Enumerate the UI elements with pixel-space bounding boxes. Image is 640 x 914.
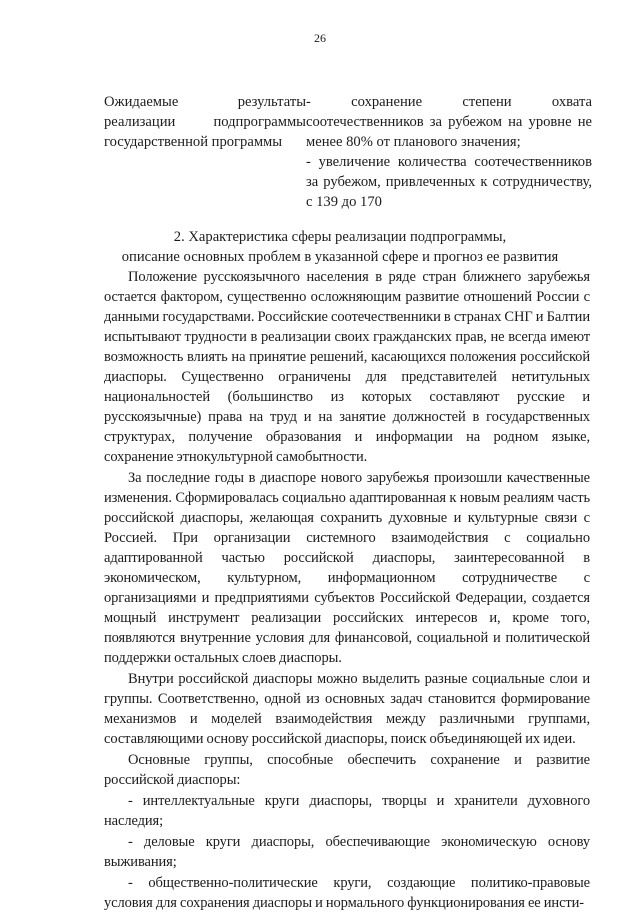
paragraph: Внутри российской диаспоры можно выделить разные социальные слои и группы. Соответственно, одной из основных задач становится формирование механизмов и моделей взаимодействия между различными группами, составляющими основу российской диаспоры, поиск объединяющей их идеи. [104,671,590,747]
paragraph: За последние годы в диаспоре нового зарубежья произошли качественные изменения. Сформировалась социально адаптированная к новым реалиям часть российской диаспоры, желающая сохранить духовные и культурные связи с Россией. При организации системного взаимодействия с социально адаптированной частью российской диаспоры, заинтересованной в экономическом, культурном, информационном сотрудничестве с организациями и предприятиями субъектов Российской Федерации, создается мощный инструмент реализации российских интересов и, кроме того, появляются внутренние условия для финансовой, социальной и политической поддержки остальных слоев диаспоры. [104,470,590,666]
expected-result-item: - увеличение количества соотечественников за рубежом, привлеченных к сотрудничеству, с 139 до 170 [306,154,592,210]
expected-results-row [104,92,592,212]
list-item: - деловые круги диаспоры, обеспечивающие экономическую основу выживания; [104,834,590,870]
expected-result-item: - сохранение степени охвата соотечественников за рубежом на уровне не менее 80% от планового значения; [306,94,592,150]
section-heading-line: 2. Характеристика сферы реализации подпрограммы, [173,229,507,245]
paragraph: Положение русскоязычного населения в ряде стран ближнего зарубежья остается фактором, существенно осложняющим развитие отношений России с данными государствами. Российские соотечественники в странах СНГ и Балтии испытывают трудности в реализации своих гражданских прав, не всегда имеют возможность влиять на принятие решений, касающихся положения российской диаспоры. Существенно ограничены для представителей нетитульных национальностей (большинство из которых составляют русские и русскоязычные) права на труд и на занятие должностей в государственных структурах, получение образования и информации на родном языке, сохранение этнокультурной самобытности. [104,269,590,465]
list-item: - интеллектуальные круги диаспоры, творцы и хранители духовного наследия; [104,793,590,829]
page-number: 26 [314,31,326,45]
paragraph: Основные группы, способные обеспечить сохранение и развитие российской диаспоры: [104,752,590,788]
section-heading-line: описание основных проблем в указанной сфере и прогноз ее развития [121,249,559,265]
body-text [104,267,590,914]
expected-results-label: Ожидаемые результаты реализации подпрограммы государственной программы [104,94,306,150]
list-item: - общественно-политические круги, создающие политико-правовые условия для сохранения диаспоры и нормального функционирования ее инсти- [104,875,590,911]
expected-results-list [306,92,592,212]
section-heading [100,227,580,267]
